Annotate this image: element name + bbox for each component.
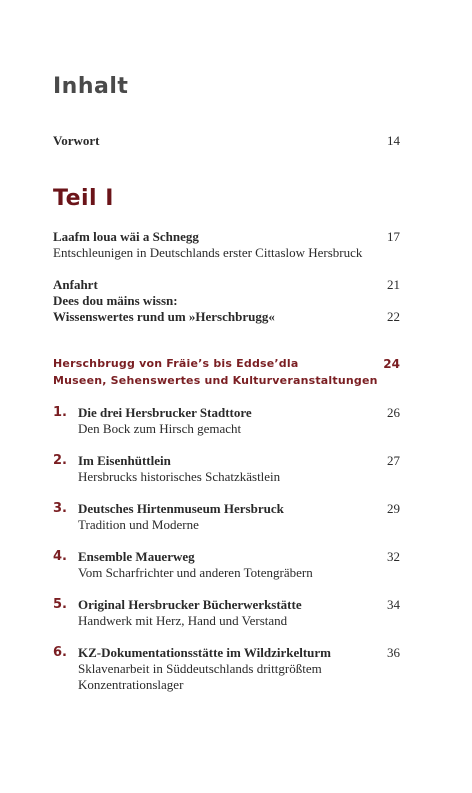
entry-page: 22 [387, 309, 400, 324]
chapter-subtitle: Sklavenarbeit in Süddeutschlands drittgrößtem [78, 661, 322, 676]
chapter-number: 6. [53, 645, 67, 660]
chapter-subtitle: Handwerk mit Herz, Hand und Verstand [78, 613, 288, 628]
chapter-subtitle: Den Bock zum Hirsch gemacht [78, 421, 242, 436]
chapter-page: 26 [387, 405, 400, 420]
contents-heading: Inhalt [53, 74, 129, 99]
section-subtitle: Museen, Sehenswertes und Kulturveranstaltungen [53, 374, 378, 387]
chapter-title: Original Hersbrucker Bücherwerkstätte [78, 597, 302, 612]
chapter-number: 1. [53, 405, 67, 420]
chapter-number: 5. [53, 597, 67, 612]
entry-title: Laafm loua wäi a Schnegg [53, 229, 199, 244]
chapter-page: 34 [387, 597, 400, 612]
chapter-subtitle-continued: Konzentrationslager [78, 677, 184, 692]
chapter-page: 32 [387, 549, 400, 564]
chapter-title: KZ-Dokumentationsstätte im Wildzirkelturm [78, 645, 332, 660]
chapter-number: 4. [53, 549, 67, 564]
chapter-page: 29 [387, 501, 400, 516]
chapter-subtitle: Vom Scharfrichter und anderen Totengräbern [78, 565, 313, 580]
chapter-subtitle: Hersbrucks historisches Schatzkästlein [78, 469, 281, 484]
chapter-title: Im Eisenhüttlein [78, 453, 171, 468]
section-page: 24 [383, 357, 400, 371]
chapter-number: 3. [53, 501, 67, 516]
preface-title: Vorwort [53, 133, 100, 148]
chapter-title: Die drei Hersbrucker Stadttore [78, 405, 252, 420]
entry-page: 17 [387, 229, 400, 244]
entry-title: Anfahrt [53, 277, 98, 292]
chapter-title: Ensemble Mauerweg [78, 549, 195, 564]
entry-page: 21 [387, 277, 400, 292]
chapter-subtitle: Tradition und Moderne [78, 517, 199, 532]
chapter-number: 2. [53, 453, 67, 468]
entry-title: Wissenswertes rund um »Herschbrugg« [53, 309, 275, 324]
entry-title: Dees dou mäins wissn: [53, 293, 178, 308]
section-title: Herschbrugg von Fräie’s bis Eddse’dla [53, 357, 299, 370]
chapter-page: 27 [387, 453, 400, 468]
part-heading: Teil I [53, 186, 114, 211]
preface-page: 14 [387, 133, 400, 148]
entry-subtitle: Entschleunigen in Deutschlands erster Cittaslow Hersbruck [53, 245, 363, 260]
chapter-page: 36 [387, 645, 400, 660]
chapter-title: Deutsches Hirtenmuseum Hersbruck [78, 501, 284, 516]
